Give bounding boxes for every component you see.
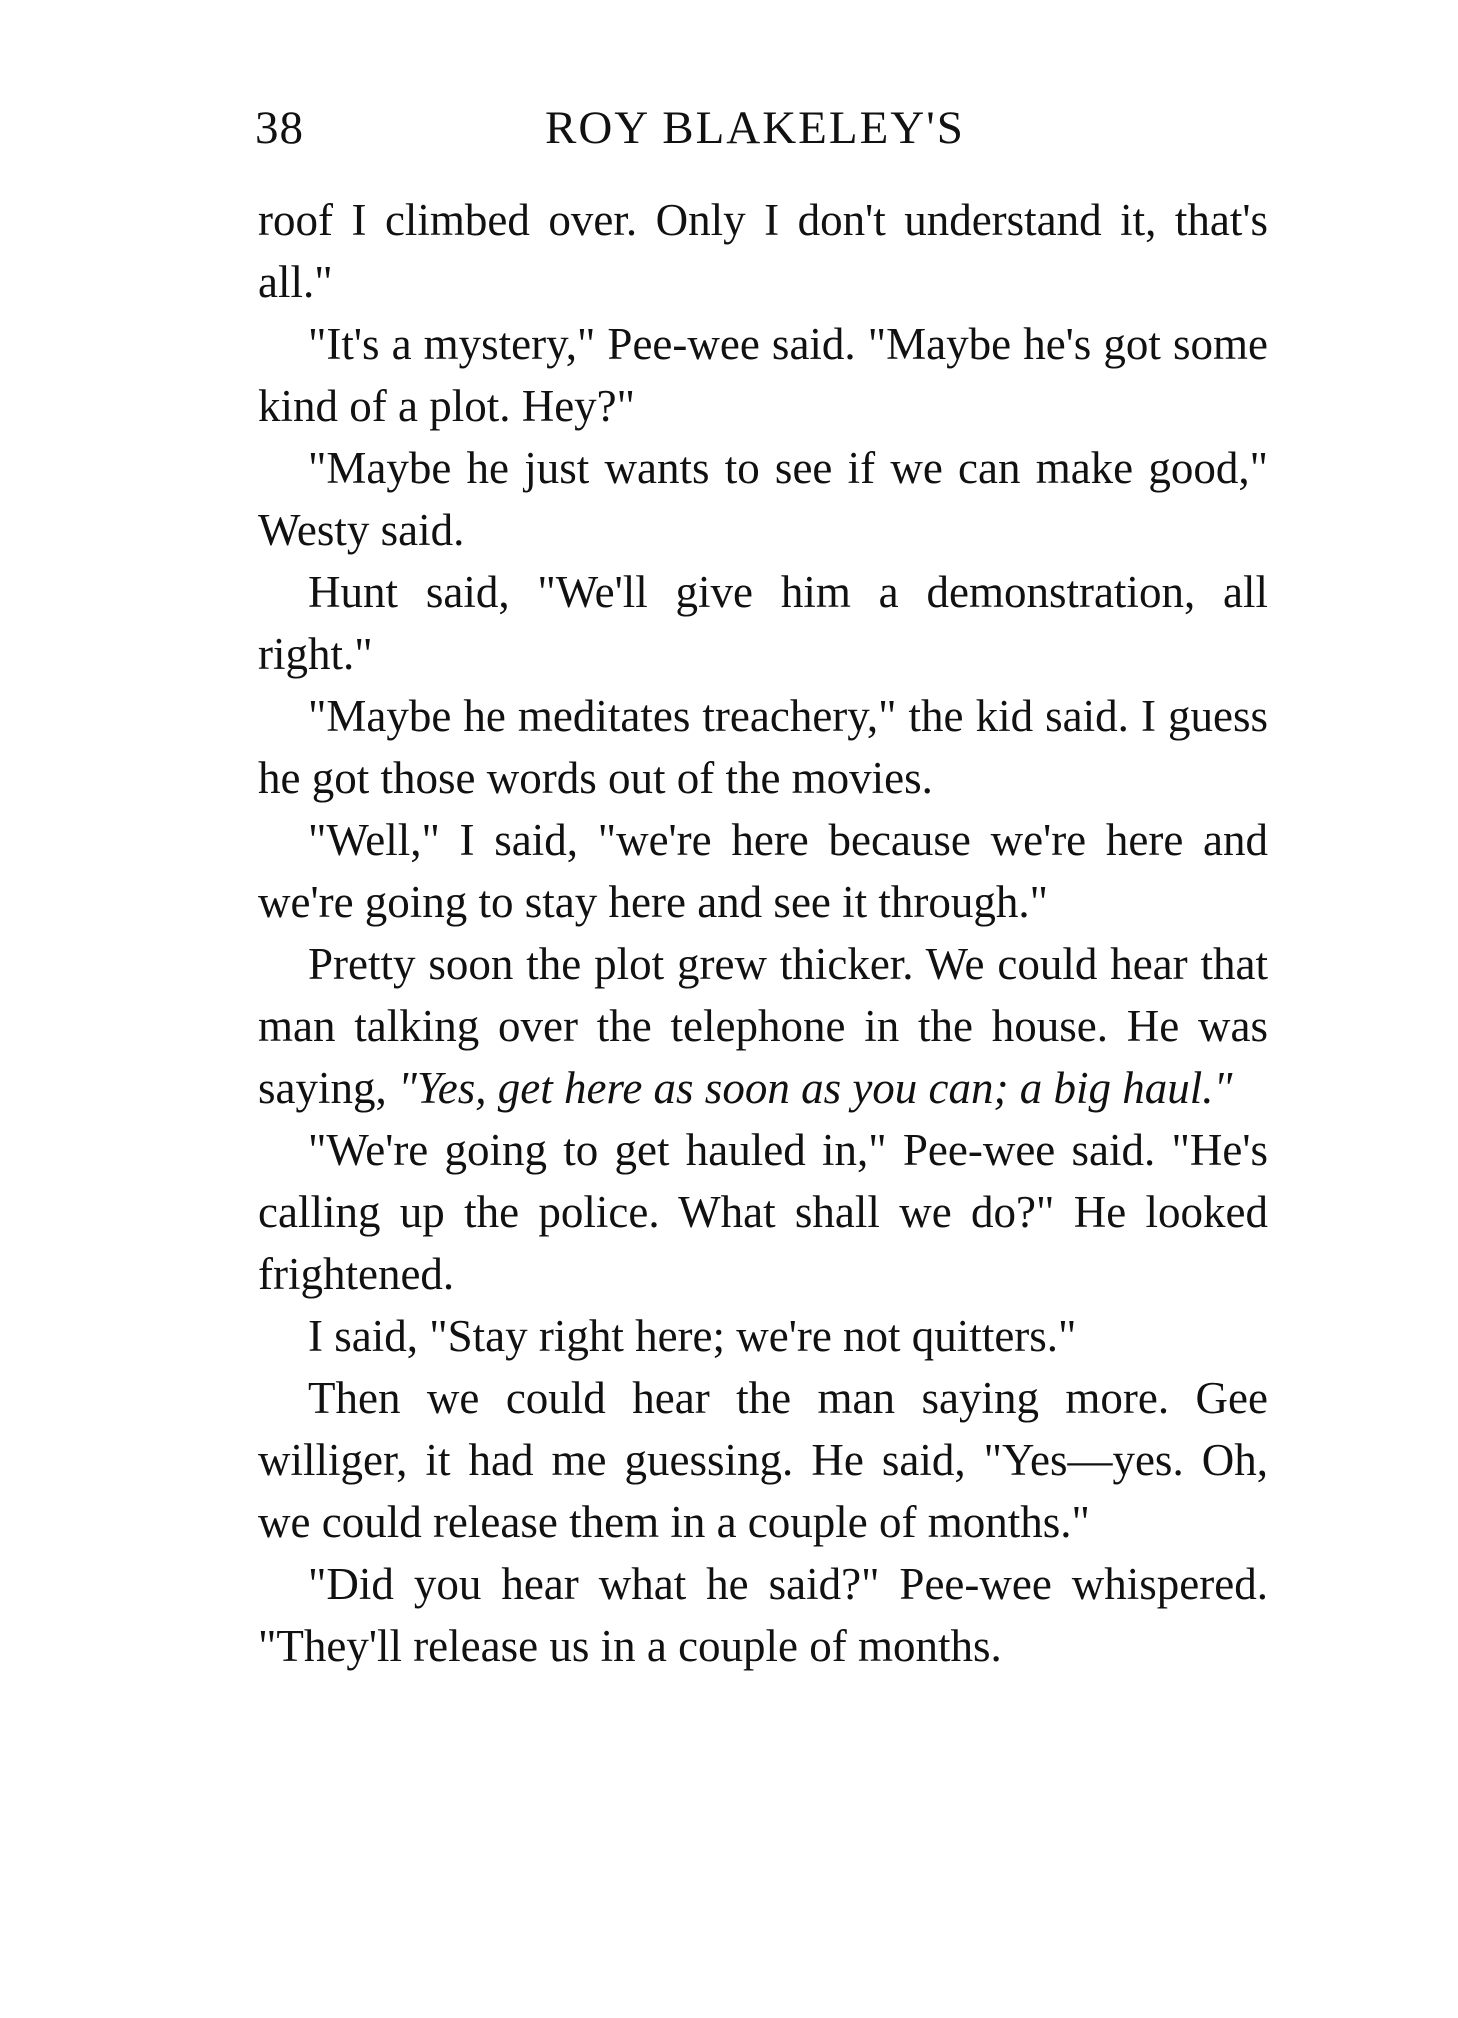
paragraph-9: I said, "Stay right here; we're not quitters."	[308, 1311, 1077, 1361]
paragraph-7	[258, 933, 1268, 1119]
paragraph-10: Then we could hear the man saying more. Gee williger, it had me guessing. He said, "Yes—yes. Oh, we could release them in a couple of months."	[258, 1373, 1268, 1547]
paragraph-6: "Well," I said, "we're here because we're here and we're going to stay here and see it through."	[258, 815, 1268, 927]
running-head: ROY BLAKELEY'S	[545, 102, 965, 154]
paragraph-5: "Maybe he meditates treachery," the kid said. I guess he got those words out of the movies.	[258, 691, 1268, 803]
paragraph-8: "We're going to get hauled in," Pee-wee said. "He's calling up the police. What shall we do?" He looked frightened.	[258, 1125, 1268, 1299]
page-number: 38	[255, 102, 304, 154]
page-header	[255, 98, 1265, 158]
paragraph-2: "It's a mystery," Pee-wee said. "Maybe he's got some kind of a plot. Hey?"	[258, 319, 1268, 431]
paragraph-7-text: Pretty soon the plot grew thicker. We could hear that man talking over the telephone in the house. He was saying,	[258, 939, 1268, 1113]
paragraph-1: roof I climbed over. Only I don't understand it, that's all."	[258, 195, 1268, 307]
quoted-telephone-line: "Yes, get here as soon as you can; a big haul."	[398, 1063, 1233, 1113]
paragraph-11: "Did you hear what he said?" Pee-wee whispered. "They'll release us in a couple of months.	[258, 1559, 1268, 1671]
body-text	[258, 189, 1268, 1677]
paragraph-4: Hunt said, "We'll give him a demonstration, all right."	[258, 567, 1268, 679]
paragraph-3: "Maybe he just wants to see if we can make good," Westy said.	[258, 443, 1268, 555]
